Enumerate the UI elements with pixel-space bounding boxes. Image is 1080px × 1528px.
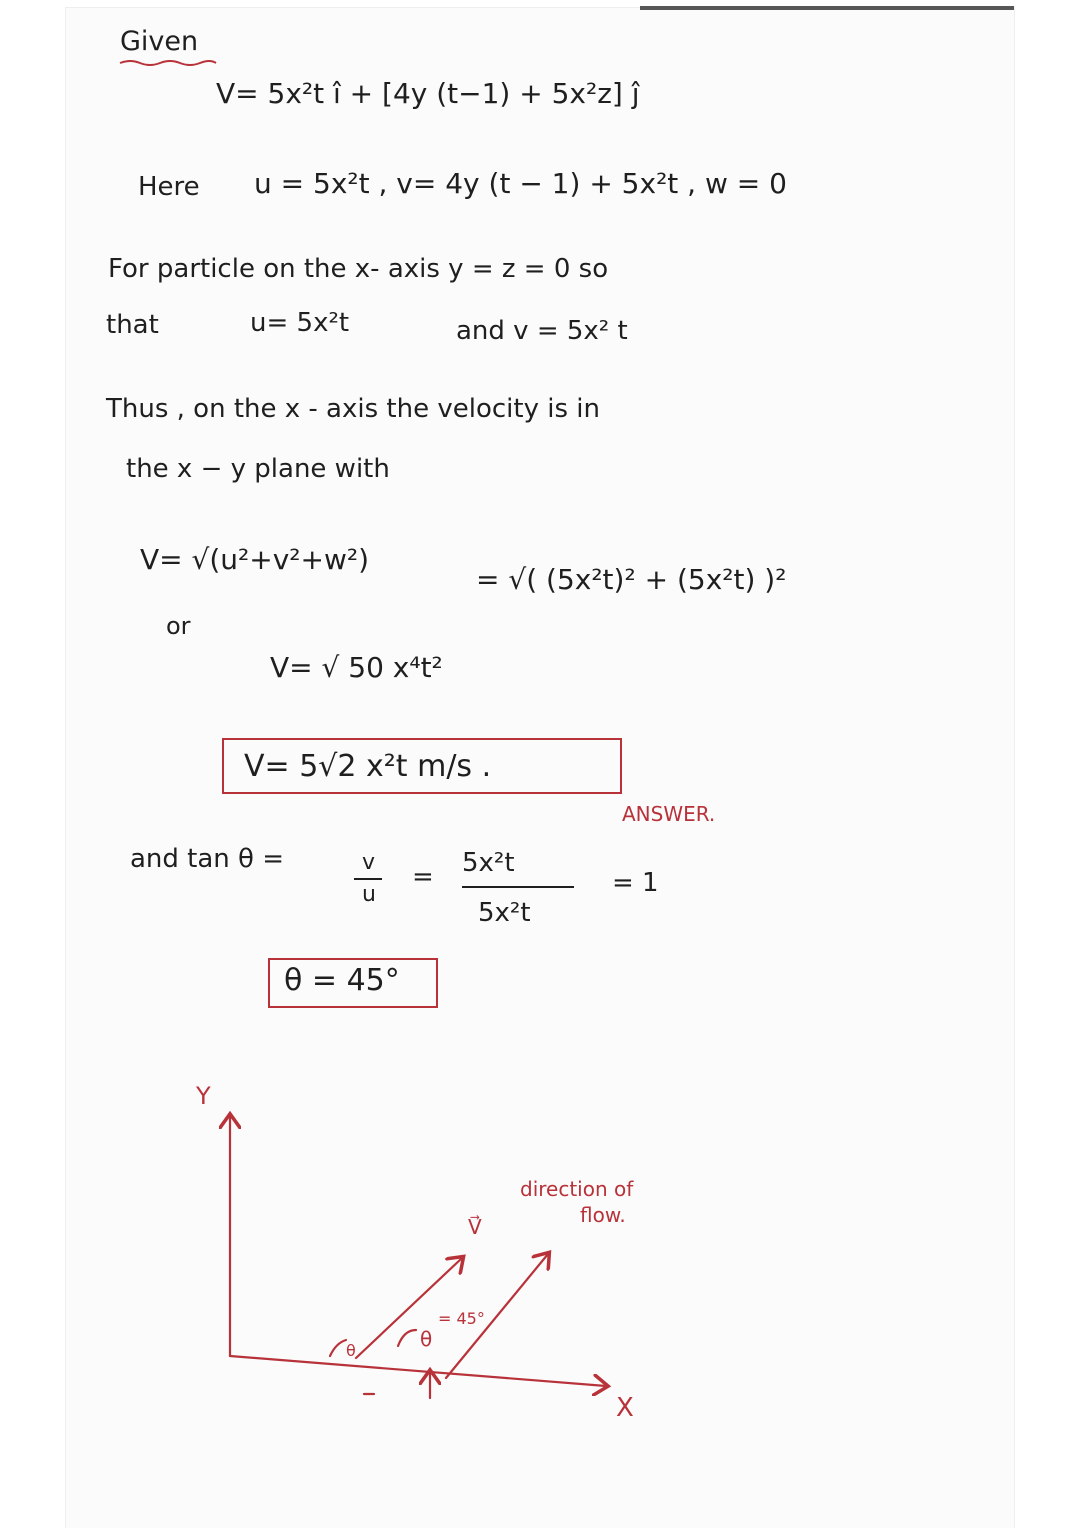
theta-arc [398, 1330, 416, 1346]
velocity-sqrt: V= √ 50 x⁴t² [270, 651, 443, 684]
x-axis-condition: For particle on the x- axis y = z = 0 so [108, 254, 609, 284]
answer-expression: V= 5√2 x²t m/s . [244, 749, 492, 784]
velocity-magnitude-formula: V= √(u²+v²+w²) [140, 543, 370, 576]
here-label: Here [138, 172, 200, 202]
that-label: that [106, 310, 159, 340]
components-equation: u = 5x²t , v= 4y (t − 1) + 5x²t , w = 0 [254, 167, 787, 200]
theta-arc-small [330, 1340, 346, 1356]
thus-statement: Thus , on the x - axis the velocity is in [106, 394, 600, 424]
vector-v-label: V⃗ [468, 1215, 482, 1239]
x-axis-line [230, 1356, 606, 1386]
velocity-vector-1 [356, 1258, 462, 1358]
heading-given: Given [120, 26, 199, 57]
ratio-result: = 1 [612, 868, 659, 898]
ratio-numerator: 5x²t [462, 848, 515, 878]
tan-fraction-denominator: u [362, 882, 376, 907]
x-axis-label: X [616, 1393, 634, 1423]
tan-fraction-numerator: v [362, 850, 376, 875]
direction-label: direction of [520, 1177, 634, 1201]
flow-label: flow. [580, 1203, 626, 1227]
given-velocity-equation: V= 5x²t î + [4y (t−1) + 5x²z] ĵ [216, 77, 640, 110]
equals-sign: = [412, 862, 434, 892]
v-on-axis: and v = 5x² t [456, 316, 628, 346]
theta-small-label: θ [346, 1341, 356, 1360]
tan-theta-label: and tan θ = [130, 844, 285, 874]
or-label: or [166, 612, 191, 640]
theta-result: θ = 45° [284, 963, 400, 998]
answer-label: ANSWER. [622, 802, 716, 826]
ratio-denominator: 5x²t [478, 898, 531, 928]
u-on-axis: u= 5x²t [250, 308, 350, 338]
theta-label: θ [420, 1327, 433, 1351]
y-axis-label: Y [196, 1082, 211, 1110]
plane-statement: the x − y plane with [126, 454, 390, 484]
velocity-magnitude-substitution: = √( (5x²t)² + (5x²t) )² [476, 563, 787, 596]
theta-45-label: = 45° [438, 1309, 485, 1328]
